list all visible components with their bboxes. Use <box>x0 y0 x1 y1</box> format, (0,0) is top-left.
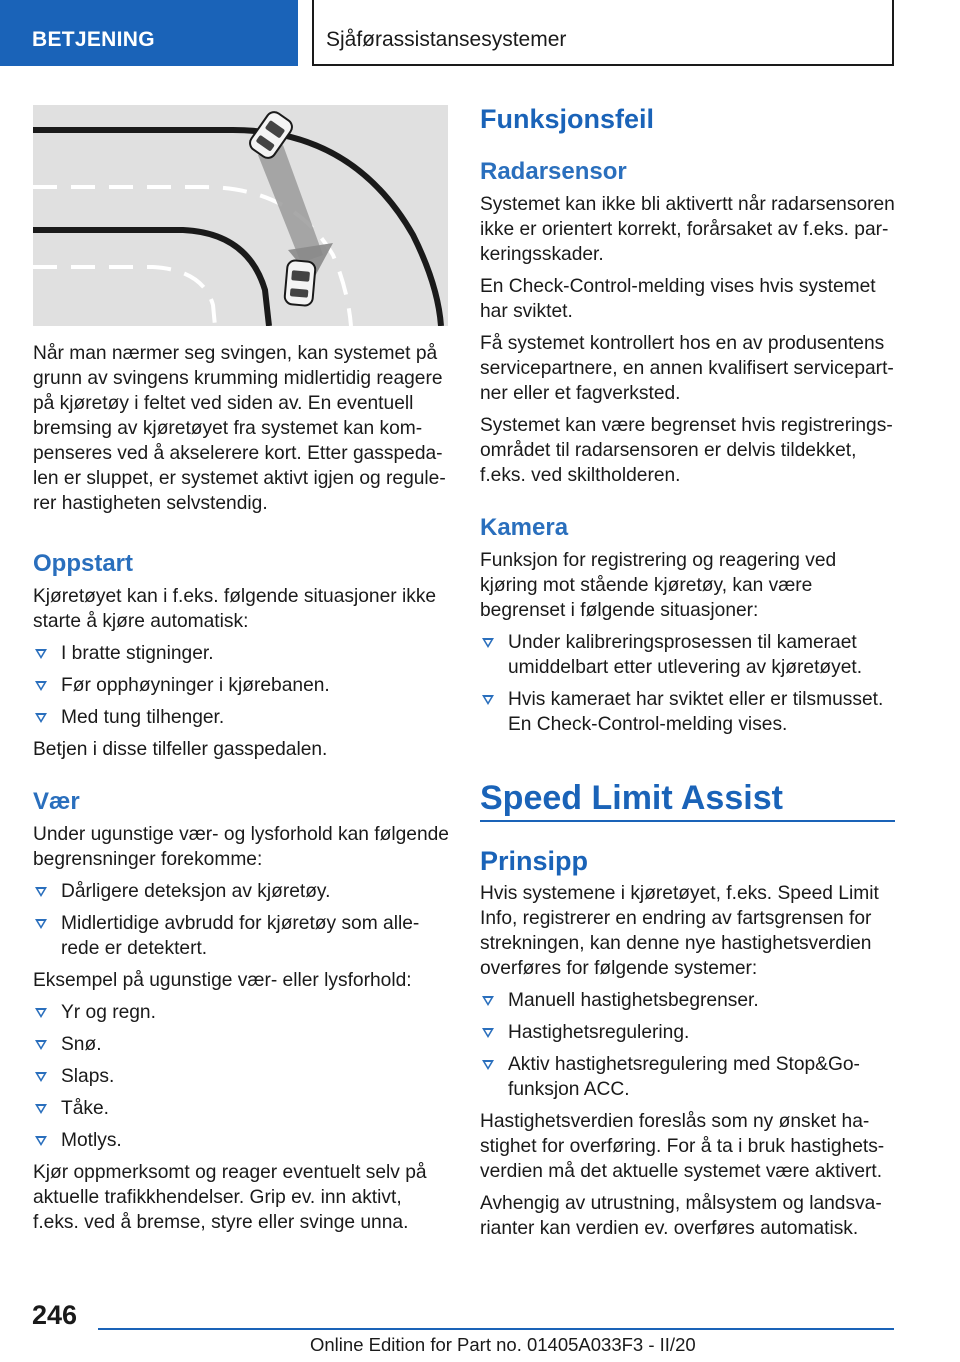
triangle-bullet-icon <box>35 1072 47 1082</box>
sla-title: Speed Limit Assist <box>480 779 783 817</box>
footer-divider <box>98 1328 894 1330</box>
prinsipp-p2: Hastighetsverdien foreslås som ny ønsket hastighet for overføring. For å ta i bruk hastighetsverdien må det aktuelle systemet være aktivert. <box>480 1111 885 1182</box>
kamera-section <box>480 513 896 737</box>
chapter-title: Sjåførassistansesystemer <box>312 0 894 66</box>
list-item: I bratte stigninger. <box>33 641 449 666</box>
radar-p4: Systemet kan være begrenset hvis registreringsområdet til radarsensoren er delvis tildekket, f.eks. ved skiltholderen. <box>480 415 893 486</box>
list-item: Midlertidige avbrudd for kjøretøy som allerede er detektert. <box>33 911 449 961</box>
triangle-bullet-icon <box>35 649 47 659</box>
list-item: Slaps. <box>33 1064 449 1089</box>
section-tab: BETJENING <box>0 0 298 66</box>
intro-paragraph <box>33 341 449 516</box>
list-item: Tåke. <box>33 1096 449 1121</box>
radar-p3: Få systemet kontrollert hos en av produsentens servicepartnere, en annen kvalifisert servicepartner eller et fagverksted. <box>480 333 894 404</box>
oppstart-heading: Oppstart <box>33 550 134 577</box>
list-item: Dårligere deteksjon av kjøretøy. <box>33 879 449 904</box>
prinsipp-list <box>480 988 896 1102</box>
triangle-bullet-icon <box>482 1060 494 1070</box>
vaer-after: Kjør oppmerksomt og reager eventuelt selv på aktuelle trafikkhendelser. Grip ev. inn aktivt, f.eks. ved å bremse, styre eller svinge unna. <box>33 1162 427 1233</box>
vaer-text: Under ugunstige vær- og lysforhold kan følgende begrensninger forekomme: <box>33 824 449 870</box>
edition-text: Online Edition for Part no. 01405A033F3 - II/20 <box>310 1334 696 1355</box>
curve-illustration <box>33 105 448 326</box>
triangle-bullet-icon <box>482 1028 494 1038</box>
car-icon <box>284 260 316 306</box>
prinsipp-p3: Avhengig av utrustning, målsystem og landsvarianter kan verdien ev. overføres automatisk. <box>480 1193 882 1239</box>
triangle-bullet-icon <box>482 638 494 648</box>
oppstart-text: Kjøretøyet kan i f.eks. følgende situasjoner ikke starte å kjøre automatisk: <box>33 586 437 632</box>
triangle-bullet-icon <box>35 1040 47 1050</box>
list-item: Motlys. <box>33 1128 449 1153</box>
sla-title-block <box>480 778 896 818</box>
list-item: Snø. <box>33 1032 449 1057</box>
radar-section <box>480 157 896 488</box>
list-item: Under kalibreringsprosessen til kameraet umiddelbart etter utlevering av kjøretøyet. <box>480 630 896 680</box>
triangle-bullet-icon <box>35 713 47 723</box>
vaer-heading: Vær <box>33 788 80 815</box>
funksjonsfeil-section <box>480 103 896 135</box>
triangle-bullet-icon <box>482 695 494 705</box>
oppstart-after: Betjen i disse tilfeller gasspedalen. <box>33 739 328 760</box>
list-item: Hastighetsregulering. <box>480 1020 896 1045</box>
list-item: Før opphøyninger i kjørebanen. <box>33 673 449 698</box>
radar-p2: En Check-Control-melding vises hvis systemet har sviktet. <box>480 276 876 322</box>
prinsipp-heading: Prinsipp <box>480 846 589 876</box>
kamera-text: Funksjon for registrering og reagering ved kjøring mot stående kjøretøy, kan være begrenset i følgende situasjoner: <box>480 550 837 621</box>
radar-heading: Radarsensor <box>480 158 627 185</box>
section-divider <box>480 820 895 822</box>
list-item: Manuell hastighetsbegrenser. <box>480 988 896 1013</box>
triangle-bullet-icon <box>35 887 47 897</box>
funksjonsfeil-heading: Funksjonsfeil <box>480 104 655 134</box>
radar-p1: Systemet kan ikke bli aktivertt når radarsensoren ikke er orientert korrekt, forårsaket av f.eks. parkeringsskader. <box>480 194 895 265</box>
road-curve-drawing <box>33 105 448 326</box>
kamera-list <box>480 630 896 737</box>
triangle-bullet-icon <box>35 1104 47 1114</box>
page-header <box>0 0 960 66</box>
vaer-list <box>33 879 449 961</box>
intro-text: Når man nærmer seg svingen, kan systemet på grunn av svingens krumming midlertidig reagere på kjøretøy i feltet ved siden av. En eventuell bremsing av kjøretøyet fra systemet kan kompenseres ved å akselerere kort. Etter gasspedalen er sluppet, er systemet aktivt igjen og regulerer hastigheten selvstendig. <box>33 343 446 514</box>
vaer-example: Eksempel på ugunstige vær- eller lysforhold: <box>33 970 412 991</box>
list-item: Med tung tilhenger. <box>33 705 449 730</box>
page-number: 246 <box>32 1300 78 1330</box>
triangle-bullet-icon <box>35 919 47 929</box>
conditions-list <box>33 1000 449 1153</box>
list-item: Yr og regn. <box>33 1000 449 1025</box>
triangle-bullet-icon <box>35 1008 47 1018</box>
oppstart-list <box>33 641 449 730</box>
list-item: Aktiv hastighetsregulering med Stop&Go-funksjon ACC. <box>480 1052 896 1102</box>
triangle-bullet-icon <box>482 996 494 1006</box>
triangle-bullet-icon <box>35 1136 47 1146</box>
triangle-bullet-icon <box>35 681 47 691</box>
vaer-section <box>33 787 449 1235</box>
oppstart-section <box>33 549 449 762</box>
prinsipp-text: Hvis systemene i kjøretøyet, f.eks. Speed Limit Info, registrerer en endring av fartsgrensen for strekningen, kan denne nye hastighetsverdien overføres for følgende systemer: <box>480 883 879 979</box>
list-item: Hvis kameraet har sviktet eller er tilsmusset. En Check-Control-melding vises. <box>480 687 896 737</box>
kamera-heading: Kamera <box>480 514 569 541</box>
prinsipp-section <box>480 845 896 1241</box>
